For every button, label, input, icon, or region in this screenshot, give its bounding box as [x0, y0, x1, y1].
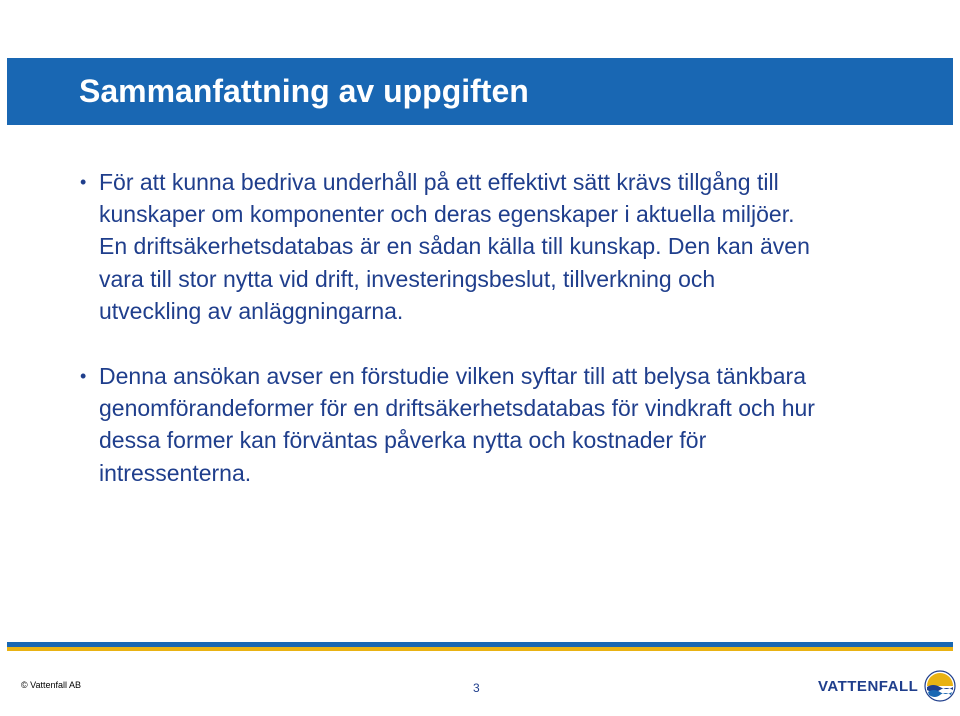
bullet-item-1 — [78, 166, 818, 327]
slide-title: Sammanfattning av uppgiften — [79, 73, 529, 109]
brand-logo-group — [818, 668, 956, 704]
page-number: 3 — [473, 681, 480, 695]
brand-wordmark: VATTENFALL — [818, 677, 919, 695]
vattenfall-logo-icon — [924, 670, 956, 702]
footer-divider — [7, 642, 953, 654]
title-bar — [7, 58, 953, 125]
copyright-text: © Vattenfall AB — [21, 680, 81, 690]
bullet-text: För att kunna bedriva underhåll på ett effektivt sätt krävs tillgång till kunskaper om komponenter och deras egenskaper i aktuella miljöer. En driftsäkerhetsdatabas är en sådan källa till kunskap. Den kan även vara till stor nytta vid drift, investeringsbeslut, tillverkning och utveckling av anläggningarna. — [99, 169, 810, 324]
bullet-dot: • — [80, 172, 87, 192]
bullet-text: Denna ansökan avser en förstudie vilken syftar till att belysa tänkbara genomförandeformer för en driftsäkerhetsdatabas för vindkraft och hur dessa former kan förväntas påverka nytta och kostnader för intressenterna. — [99, 363, 815, 486]
bullet-dot: • — [80, 366, 87, 387]
bullet-item-2 — [78, 360, 818, 489]
slide-content — [78, 166, 818, 522]
